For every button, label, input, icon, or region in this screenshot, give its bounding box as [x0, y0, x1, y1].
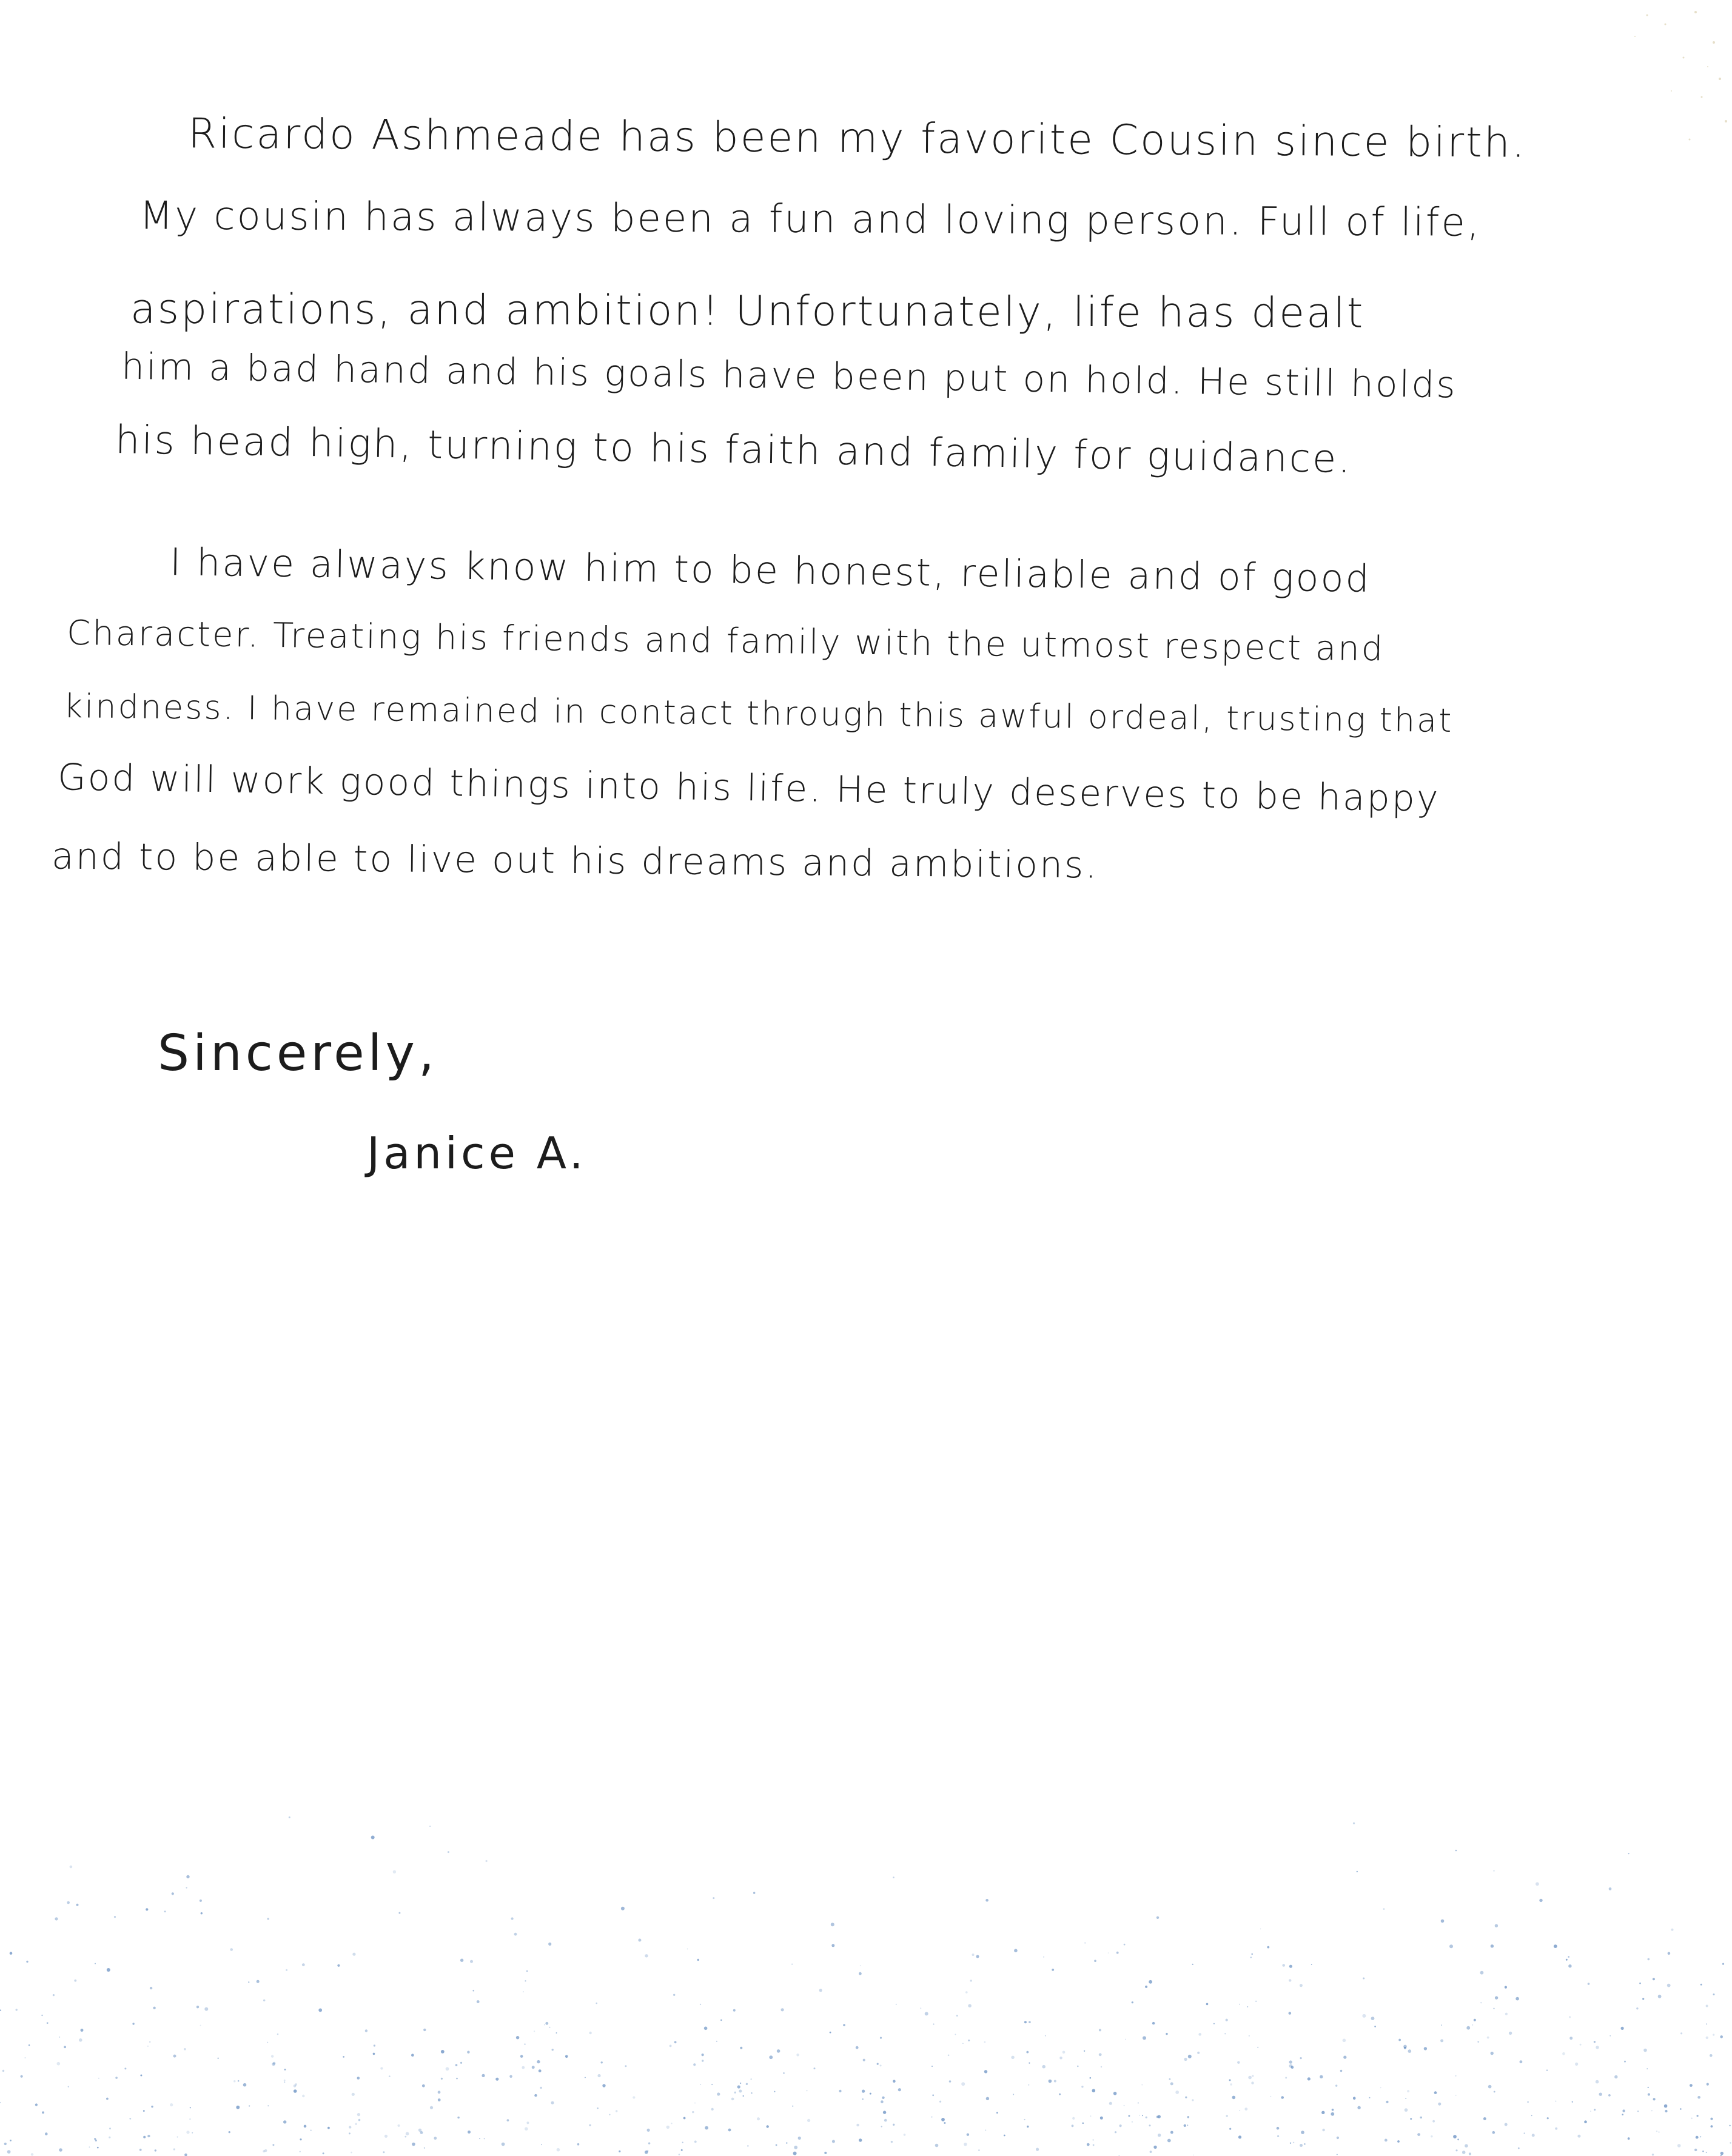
paragraph-2-line-3: kindness. I have remained in contact through this awful ordeal, trusting that — [63, 687, 1454, 740]
paragraph-2-line-1: I have always know him to be honest, reliable and of good — [169, 540, 1372, 601]
signature: Janice A. — [367, 1128, 587, 1179]
paragraph-2-line-2: Character. Treating his friends and family with the utmost respect and — [66, 613, 1385, 669]
closing: Sincerely, — [158, 1025, 438, 1082]
paper-speckle-top — [1514, 0, 1732, 158]
paragraph-1-line-2: My cousin has always been a fun and loving person. Full of life, — [139, 193, 1482, 246]
paper-speckle-bottom — [0, 1789, 1732, 2156]
paragraph-2-line-5: and to be able to live out his dreams and ambitions. — [51, 835, 1099, 887]
paragraph-2-line-4: God will work good things into his life. He truly deserves to be happy — [57, 756, 1440, 820]
paragraph-1-line-5: his head high, turning to his faith and family for guidance. — [115, 417, 1353, 483]
paragraph-1-line-1: Ricardo Ashmeade has been my favorite Cousin since birth. — [187, 110, 1527, 167]
paragraph-1-line-3: aspirations, and ambition! Unfortunately, life has dealt — [130, 285, 1365, 338]
paragraph-1-line-4: him a bad hand and his goals have been put on hold. He still holds — [121, 345, 1458, 407]
